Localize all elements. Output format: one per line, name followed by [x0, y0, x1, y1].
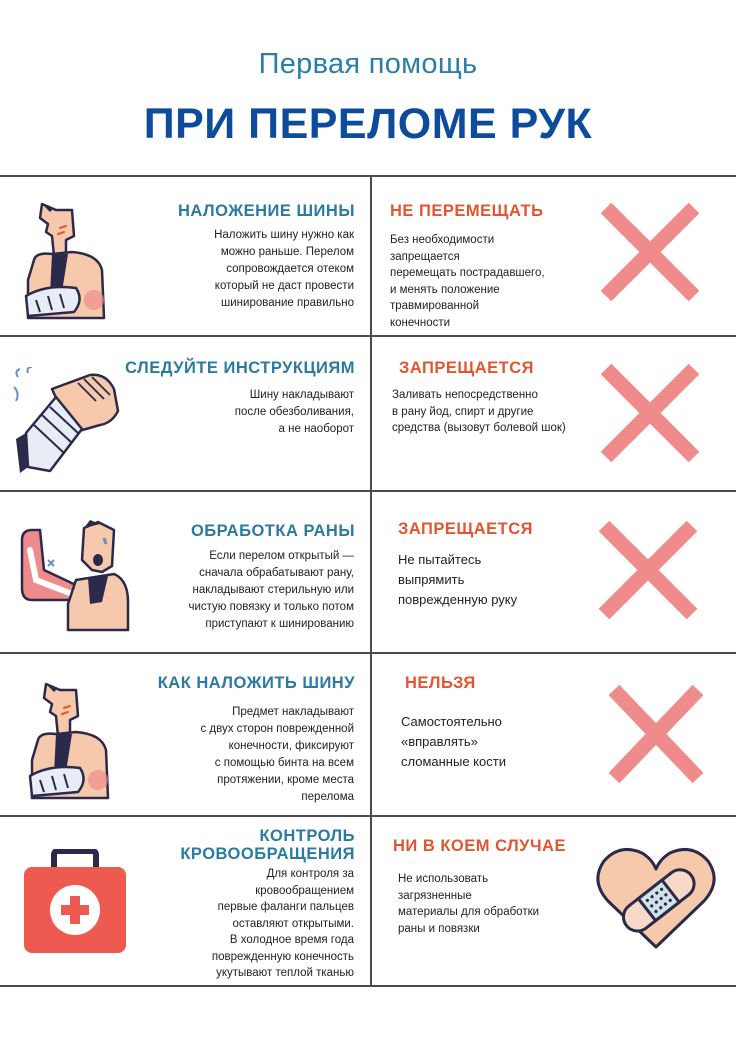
card-text: Для контроля за кровообращением первые фаланги пальцев оставляют открытыми. В холодное время года поврежденную конечность укутывают теплой тканью [211, 868, 354, 979]
warning-heading: НЕЛЬЗЯ [405, 674, 476, 692]
bandaged-hand-icon [12, 367, 124, 479]
row-splinting [0, 175, 736, 335]
red-cross-icon [606, 684, 704, 784]
card-text: Предмет накладывают с двух сторон поврежденной конечности, фиксируют с помощью бинта на всем протяжении, кроме места перелома [200, 706, 354, 803]
row-wound [0, 490, 736, 652]
warning-text: Без необходимости запрещается перемещать пострадавшего, и менять положение травмированной конечности [390, 234, 545, 329]
warning-text: Не пытайтесь выпрямить поврежденную руку [398, 552, 518, 607]
heart-bandage-icon [596, 847, 716, 951]
page-title: ПРИ ПЕРЕЛОМЕ РУК [143, 100, 593, 148]
arm-sling-person-icon [26, 680, 114, 800]
first-aid-kit-icon [24, 849, 126, 953]
warning-heading: ЗАПРЕЩАЕТСЯ [399, 359, 534, 377]
row-circulation [0, 815, 736, 985]
red-cross-icon [598, 363, 700, 463]
warning-heading: НЕ ПЕРЕМЕЩАТЬ [390, 202, 544, 220]
arm-sling-person-icon [22, 200, 110, 320]
row-instructions [0, 335, 736, 490]
warning-text: Не использовать загрязненные материалы для обработки раны и повязки [398, 873, 540, 935]
card-heading: СЛЕДУЙТЕ ИНСТРУКЦИЯМ [125, 359, 355, 377]
open-fracture-person-icon [18, 520, 132, 632]
page-subtitle: Первая помощь [258, 48, 478, 80]
card-text: Если перелом открытый — сначала обрабатывают рану, накладывают стерильную или чистую повязку и только потом приступают к шинированию [188, 550, 354, 630]
card-heading: НАЛОЖЕНИЕ ШИНЫ [177, 202, 355, 220]
red-cross-icon [596, 520, 698, 620]
red-cross-icon [598, 202, 700, 302]
card-text: Шину накладывают после обезболивания, а не наоборот [234, 389, 354, 435]
warning-heading: НИ В КОЕМ СЛУЧАЕ [393, 837, 566, 855]
card-heading: ОБРАБОТКА РАНЫ [190, 522, 355, 540]
warning-text: Самостоятельно «вправлять» сломанные кости [401, 714, 506, 769]
warning-heading: ЗАПРЕЩАЕТСЯ [398, 520, 533, 538]
warning-text: Заливать непосредственно в рану йод, спирт и другие средства (вызовут болевой шок) [392, 389, 566, 434]
divider [0, 985, 736, 987]
card-text: Наложить шину нужно как можно раньше. Перелом сопровождается отеком который не даст провести шинирование правильно [214, 229, 354, 309]
card-heading: КОНТРОЛЬ КРОВООБРАЩЕНИЯ [180, 827, 355, 863]
card-heading: КАК НАЛОЖИТЬ ШИНУ [157, 674, 355, 692]
row-how-to-splint [0, 652, 736, 815]
